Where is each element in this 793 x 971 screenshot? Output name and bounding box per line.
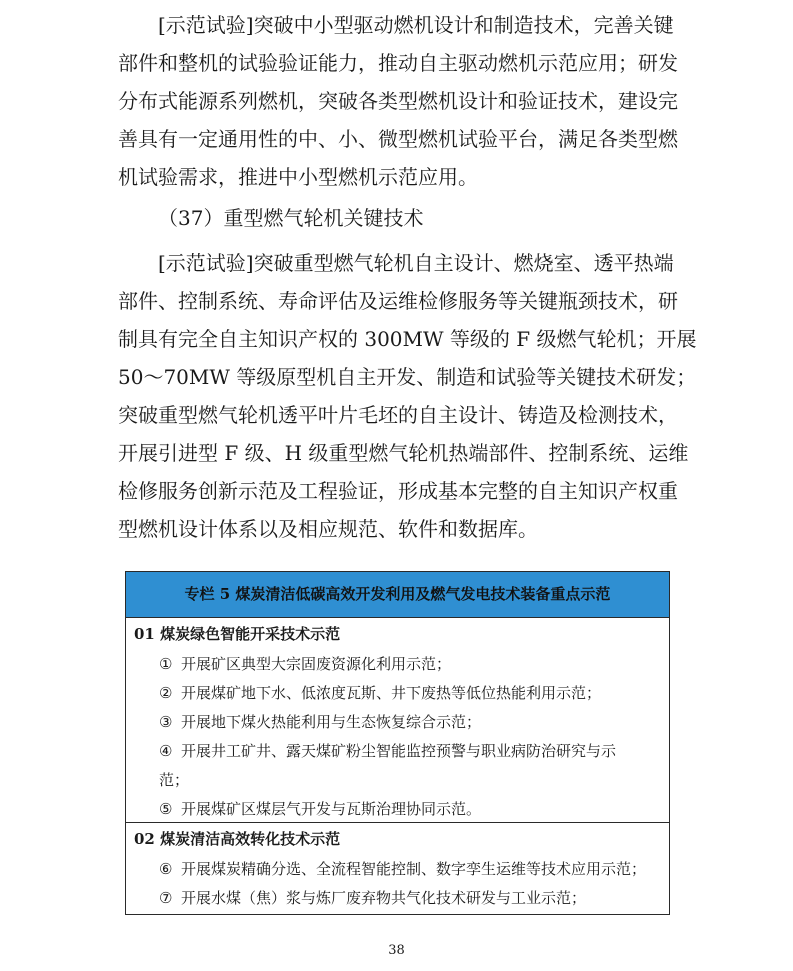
section-heading-37: （37）重型燃气轮机关键技术 [158, 206, 424, 230]
text-line: 型燃机设计体系以及相应规范、软件和数据库。 [118, 517, 538, 541]
box-section-heading: 01 煤炭绿色智能开采技术示范 [134, 625, 341, 643]
item-text: 开展煤矿地下水、低浓度瓦斯、井下废热等低位热能利用示范； [181, 684, 602, 702]
list-item [126, 679, 669, 708]
paragraph-demo-heavy-gas-turbine [118, 244, 697, 548]
text-line: 检修服务创新示范及工程验证，形成基本完整的自主知识产权重 [118, 479, 678, 503]
text-line: 开展引进型 F 级、H 级重型燃气轮机热端部件、控制系统、运维 [118, 441, 689, 465]
box-section-coal-conversion [126, 823, 669, 913]
text-line: 制具有完全自主知识产权的 300MW 等级的 F 级燃气轮机；开展 [118, 327, 697, 351]
text-line: 机试验需求，推进中小型燃机示范应用。 [118, 165, 478, 189]
item-marker: ⑥ [159, 860, 173, 878]
list-item [126, 708, 669, 737]
list-item [126, 884, 669, 913]
item-text: 开展煤矿区煤层气开发与瓦斯治理协同示范。 [181, 800, 482, 818]
item-marker: ⑦ [159, 889, 173, 907]
text-line: 部件、控制系统、寿命评估及运维检修服务等关键瓶颈技术，研 [118, 289, 678, 313]
item-text: 开展地下煤火热能利用与生态恢复综合示范； [181, 713, 482, 731]
item-marker: ⑤ [159, 800, 173, 818]
box-section-heading: 02 煤炭清洁高效转化技术示范 [134, 830, 341, 848]
text-line: 善具有一定通用性的中、小、微型燃机试验平台，满足各类型燃 [118, 127, 678, 151]
text-line: 部件和整机的试验验证能力，推动自主驱动燃机示范应用；研发 [118, 51, 678, 75]
item-marker: ② [159, 684, 173, 702]
text-line: 突破重型燃气轮机透平叶片毛坯的自主设计、铸造及检测技术， [118, 403, 678, 427]
text-line: [示范试验]突破中小型驱动燃机设计和制造技术，完善关键 [158, 13, 674, 37]
box-section-coal-mining [126, 618, 669, 823]
text-line: 分布式能源系列燃机，突破各类型燃机设计和验证技术，建设完 [118, 89, 678, 113]
item-marker: ③ [159, 713, 173, 731]
list-item [126, 650, 669, 679]
item-text: 开展井工矿井、露天煤矿粉尘智能监控预警与职业病防治研究与示范； [159, 742, 617, 789]
list-item [126, 855, 669, 884]
item-text: 开展水煤（焦）浆与炼厂废弃物共气化技术研发与工业示范； [181, 889, 587, 907]
page-number: 38 [388, 943, 405, 958]
item-marker: ④ [159, 742, 173, 760]
text-line: 50～70MW 等级原型机自主开发、制造和试验等关键技术研发； [118, 365, 697, 389]
list-item [126, 795, 669, 824]
box-title: 专栏 5 煤炭清洁低碳高效开发利用及燃气发电技术装备重点示范 [126, 572, 669, 618]
text-line: [示范试验]突破重型燃气轮机自主设计、燃烧室、透平热端 [158, 251, 674, 275]
item-marker: ① [159, 655, 173, 673]
paragraph-demo-small-gas-turbine [118, 6, 678, 196]
column-box-5 [125, 571, 670, 915]
list-item [126, 737, 643, 795]
item-text: 开展煤炭精确分选、全流程智能控制、数字孪生运维等技术应用示范； [181, 860, 647, 878]
item-text: 开展矿区典型大宗固废资源化利用示范； [181, 655, 452, 673]
